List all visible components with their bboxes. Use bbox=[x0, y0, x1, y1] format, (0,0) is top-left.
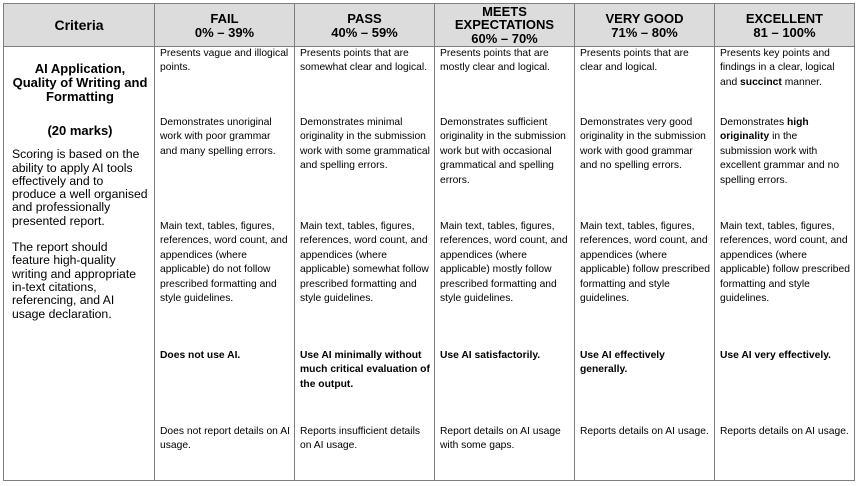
band-label: EXCELLENT bbox=[745, 10, 824, 26]
header-fail bbox=[155, 4, 295, 47]
originality-text-part: in the submission work with excellent grammar and no spelling errors. bbox=[720, 131, 840, 186]
band-label: PASS bbox=[347, 10, 382, 26]
header-pass bbox=[295, 4, 435, 47]
band-range: 0% – 39% bbox=[194, 24, 255, 40]
originality-text bbox=[720, 116, 850, 220]
criterion-scoring-text: Scoring is based on the ability to apply AI tools effectively and to produce a well organised and professionally presented report. bbox=[12, 147, 148, 228]
header-row bbox=[4, 4, 855, 47]
cell-fail bbox=[155, 47, 295, 481]
points-text: Presents points that are clear and logical. bbox=[580, 48, 689, 74]
originality-text: Demonstrates very good originality in the submission work with good grammar and no spelling errors. bbox=[580, 117, 706, 172]
formatting-text: Main text, tables, figures, references, word count, and appendices (where applicable) follow prescribed formatting and style guidelines. bbox=[720, 221, 850, 305]
originality-text: Demonstrates minimal originality in the submission work with some grammatical and spelling errors. bbox=[300, 117, 430, 172]
header-excellent bbox=[715, 4, 855, 47]
originality-text-emphasis: high originality bbox=[720, 117, 809, 143]
ai-report-text: Reports insufficient details on AI usage. bbox=[300, 426, 421, 452]
criterion-row bbox=[4, 47, 855, 481]
band-range: 81 – 100% bbox=[753, 24, 816, 40]
ai-use-text: Use AI very effectively. bbox=[720, 350, 832, 361]
points-text: Presents points that are mostly clear and logical. bbox=[440, 48, 550, 74]
ai-use-text: Use AI satisfactorily. bbox=[440, 350, 541, 361]
criterion-report-text: The report should feature high-quality writing and appropriate in-text citations, referencing, and AI usage declaration. bbox=[12, 240, 136, 321]
originality-text: Demonstrates sufficient originality in the submission work but with occasional grammatical and spelling errors. bbox=[440, 117, 566, 186]
cell-excellent bbox=[715, 47, 855, 481]
cell-meets-expectations bbox=[435, 47, 575, 481]
band-range: 60% – 70% bbox=[471, 31, 538, 46]
criteria-header: Criteria bbox=[4, 4, 155, 47]
ai-use-text: Use AI effectively generally. bbox=[580, 350, 665, 376]
formatting-text: Main text, tables, figures, references, word count, and appendices (where applicable) follow prescribed formatting and style guidelines. bbox=[580, 221, 710, 305]
band-label: FAIL bbox=[210, 10, 239, 26]
originality-text-part: Demonstrates bbox=[720, 117, 787, 128]
points-text-part: Presents key points and findings in a clear, logical and bbox=[720, 48, 835, 88]
band-label: MEETS EXPECTATIONS bbox=[454, 4, 555, 32]
formatting-text: Main text, tables, figures, references, word count, and appendices (where applicable) mostly follow prescribed formatting and style guidelines. bbox=[440, 221, 568, 305]
band-range: 40% – 59% bbox=[331, 24, 398, 40]
criterion-marks: (20 marks) bbox=[47, 123, 113, 138]
formatting-text: Main text, tables, figures, references, word count, and appendices (where applicable) do not follow prescribed formatting and style guidelines. bbox=[160, 221, 288, 305]
ai-report-text: Report details on AI usage with some gaps. bbox=[440, 426, 561, 452]
points-text bbox=[720, 47, 850, 116]
points-text: Presents points that are somewhat clear and logical. bbox=[300, 48, 428, 74]
formatting-text: Main text, tables, figures, references, word count, and appendices (where applicable) somewhat follow prescribed formatting and style guidelines. bbox=[300, 221, 429, 305]
points-text-part: manner. bbox=[781, 76, 822, 88]
criterion-cell bbox=[4, 47, 155, 481]
originality-text: Demonstrates unoriginal work with poor grammar and many spelling errors. bbox=[160, 117, 276, 157]
ai-use-text: Use AI minimally without much critical evaluation of the output. bbox=[300, 350, 430, 390]
cell-very-good bbox=[575, 47, 715, 481]
cell-pass bbox=[295, 47, 435, 481]
band-range: 71% – 80% bbox=[611, 24, 678, 40]
ai-report-text: Does not report details on AI usage. bbox=[160, 426, 290, 452]
ai-report-text: Reports details on AI usage. bbox=[720, 426, 849, 437]
ai-use-text: Does not use AI. bbox=[160, 350, 241, 361]
header-meets-expectations bbox=[435, 4, 575, 47]
points-text-emphasis: succinct bbox=[740, 76, 782, 88]
header-very-good bbox=[575, 4, 715, 47]
criterion-title: AI Application, Quality of Writing and Formatting bbox=[12, 61, 148, 104]
points-text: Presents vague and illogical points. bbox=[160, 48, 289, 74]
band-label: VERY GOOD bbox=[605, 10, 684, 26]
ai-report-text: Reports details on AI usage. bbox=[580, 426, 709, 437]
rubric-table bbox=[3, 3, 855, 481]
